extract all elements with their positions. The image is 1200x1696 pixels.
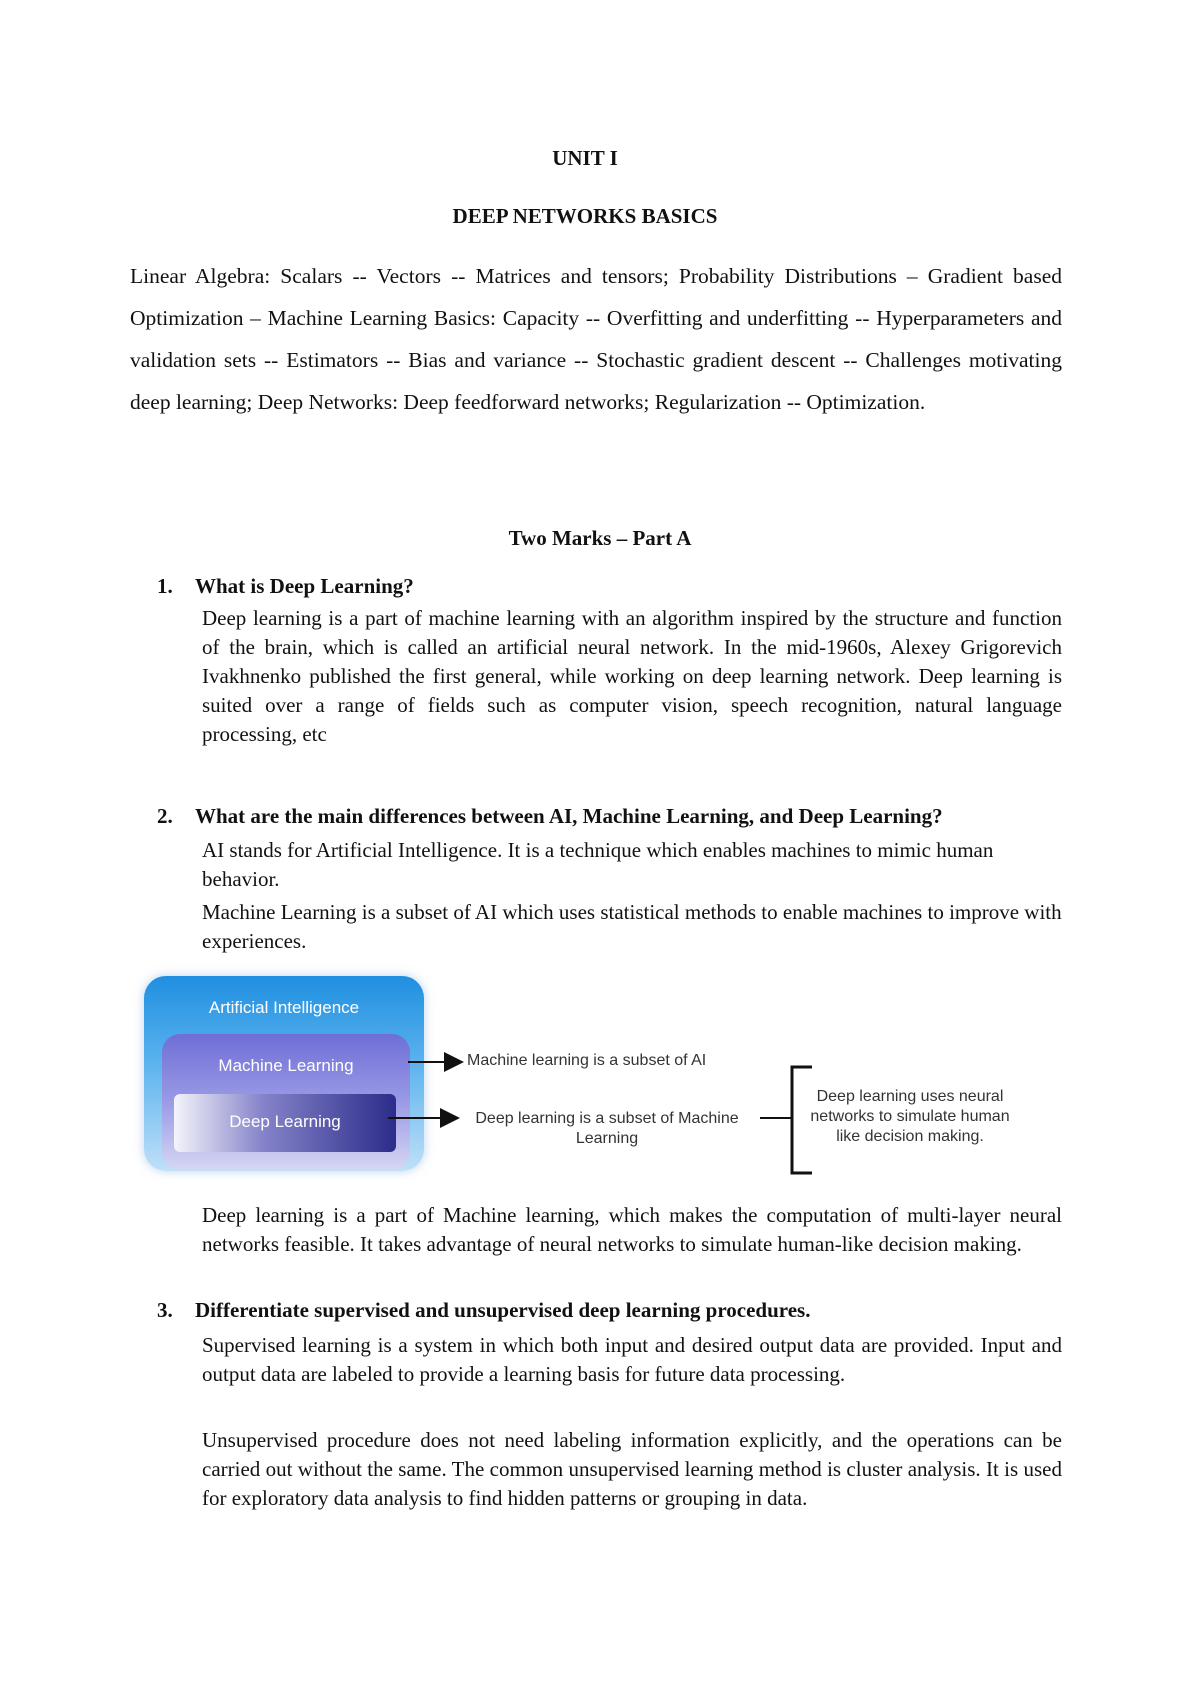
question-text: What are the main differences between AI, Machine Learning, and Deep Learning? bbox=[195, 804, 943, 828]
question-3-title bbox=[157, 1298, 810, 1323]
question-2-title bbox=[157, 804, 943, 829]
question-number: 3. bbox=[157, 1298, 173, 1322]
ml-note: Machine learning is a subset of AI bbox=[467, 1052, 707, 1069]
question-text: What is Deep Learning? bbox=[195, 574, 414, 598]
unit-subtitle: DEEP NETWORKS BASICS bbox=[452, 204, 718, 228]
question-number: 1. bbox=[157, 574, 173, 598]
question-2-answer-ml: Machine Learning is a subset of AI which uses statistical methods to enable machines to improve with experiences. bbox=[202, 900, 1062, 953]
syllabus-paragraph: Linear Algebra: Scalars -- Vectors -- Matrices and tensors; Probability Distributions – Gradient based Optimization – Machine Learning Basics: Capacity -- Overfitting and underfitting -- Hyperparameters and validation sets -- Estimators -- Bias and variance -- Stochastic gradient descent -- Challenges motivating deep learning; Deep Networks: Deep feedforward networks; Regularization -- Optimization. bbox=[130, 264, 1062, 414]
question-3-answer-unsupervised: Unsupervised procedure does not need labeling information explicitly, and the operations can be carried out without the same. The common unsupervised learning method is cluster analysis. It is used for exploratory data analysis to find hidden patterns or grouping in data. bbox=[202, 1428, 1062, 1510]
ai-ml-dl-diagram bbox=[140, 970, 1040, 1180]
ml-label: Machine Learning bbox=[218, 1056, 354, 1075]
part-heading: Two Marks – Part A bbox=[508, 526, 692, 550]
dl-label: Deep Learning bbox=[229, 1112, 341, 1131]
ai-label: Artificial Intelligence bbox=[208, 998, 360, 1017]
question-number: 2. bbox=[157, 804, 173, 828]
question-1-title bbox=[157, 574, 414, 599]
question-3-answer-supervised: Supervised learning is a system in which both input and desired output data are provided. Input and output data are labeled to provide a learning basis for future data processing. bbox=[202, 1333, 1062, 1386]
dl-description: Deep learning uses neural networks to simulate human like decision making. bbox=[810, 1088, 1010, 1145]
unit-title: UNIT I bbox=[552, 146, 618, 170]
dl-note: Deep learning is a subset of Machine Learning bbox=[475, 1110, 739, 1147]
question-text: Differentiate supervised and unsupervised deep learning procedures. bbox=[195, 1298, 811, 1322]
question-1-answer: Deep learning is a part of machine learning with an algorithm inspired by the structure and function of the brain, which is called an artificial neural network. In the mid-1960s, Alexey Grigorevich Ivakhnenko published the first general, while working on deep learning network. Deep learning is suited over a range of fields such as computer vision, speech recognition, natural language processing, etc bbox=[202, 606, 1062, 746]
question-2-answer-dl: Deep learning is a part of Machine learning, which makes the computation of multi-layer neural networks feasible. It takes advantage of neural networks to simulate human-like decision making. bbox=[202, 1203, 1062, 1256]
question-2-answer-ai: AI stands for Artificial Intelligence. It is a technique which enables machines to mimic human behavior. bbox=[202, 838, 994, 891]
